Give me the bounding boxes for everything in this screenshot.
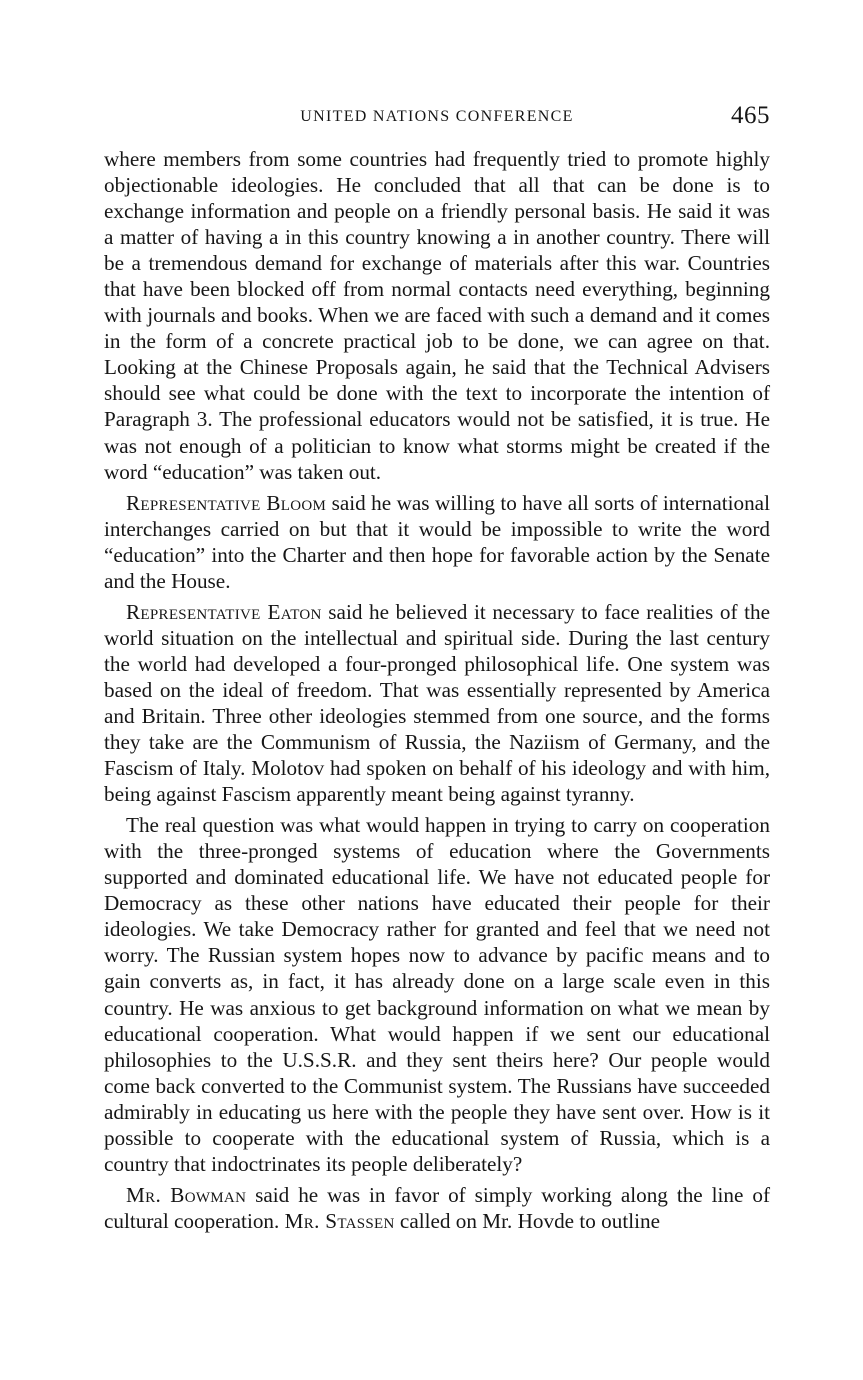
paragraph-text: said he was willing to have all sorts of international interchanges carried on but that it would be impossible to write the word “education” into the Charter and then hope for favorable action by the Senate and the House.	[104, 490, 770, 593]
paragraph-text-2: called on Mr. Hovde to outline	[394, 1208, 661, 1233]
paragraph-bloom	[104, 490, 770, 594]
body-text	[104, 146, 770, 1239]
paragraph-real-question	[104, 812, 770, 1177]
paragraph-bowman	[104, 1182, 770, 1234]
paragraph-text: where members from some countries had frequently tried to promote highly objectionable ideologies. He concluded that all that can be done is to exchange information and people on a friendly personal basis. He said it was a matter of having a in this country knowing a in another country. There will be a tremendous demand for exchange of materials after this war. Countries that have been blocked off from normal contacts need everything, beginning with journals and books. When we are faced with such a demand and it comes in the form of a concrete practical job to be done, we can agree on that. Looking at the Chinese Proposals again, he said that the Technical Advisers should see what could be done with the text to incorporate the intention of Paragraph 3. The professional educators would not be satisfied, it is true. He was not enough of a politician to know what storms might be created if the word “education” was taken out.	[104, 147, 770, 484]
running-title: UNITED NATIONS CONFERENCE	[300, 108, 574, 125]
page-number: 465	[731, 102, 770, 129]
speaker-name: Representative Bloom	[126, 490, 327, 515]
paragraph-eaton	[104, 599, 770, 807]
speaker-name-2: Mr. Stassen	[284, 1208, 395, 1233]
paragraph-text: The real question was what would happen in trying to carry on cooperation with the three-pronged systems of education where the Governments supported and dominated educational life. We have not educated people for Democracy as these other nations have educated their people for their ideologies. We take Democracy rather for granted and feel that we need not worry. The Russian system hopes now to advance by pacific means and to gain converts as, in fact, it has already done on a large scale even in this country. He was anxious to get background information on what we mean by educational cooperation. What would happen if we sent our educational philosophies to the U.S.S.R. and they sent theirs here? Our people would come back converted to the Communist system. The Russians have succeeded admirably in educating us here with the people they have sent over. How is it possible to cooperate with the educational system of Russia, which is a country that indoctrinates its people deliberately?	[104, 813, 770, 1176]
paragraph-continued	[104, 146, 770, 485]
speaker-name: Mr. Bowman	[126, 1182, 247, 1207]
running-header	[104, 102, 770, 132]
paragraph-text: said he believed it necessary to face realities of the world situation on the intellectual and spiritual side. During the last century the world had developed a four-pronged philosophical life. One system was based on the ideal of freedom. That was essentially represented by America and Britain. Three other ideologies stemmed from one source, and the forms they take are the Communism of Russia, the Naziism of Germany, and the Fascism of Italy. Molotov had spoken on behalf of his ideology and with him, being against Fascism apparently meant being against tyranny.	[104, 599, 770, 807]
paragraph-text: said he was in favor of simply working along the line of cultural cooperation.	[104, 1182, 771, 1233]
speaker-name: Representative Eaton	[126, 599, 322, 624]
